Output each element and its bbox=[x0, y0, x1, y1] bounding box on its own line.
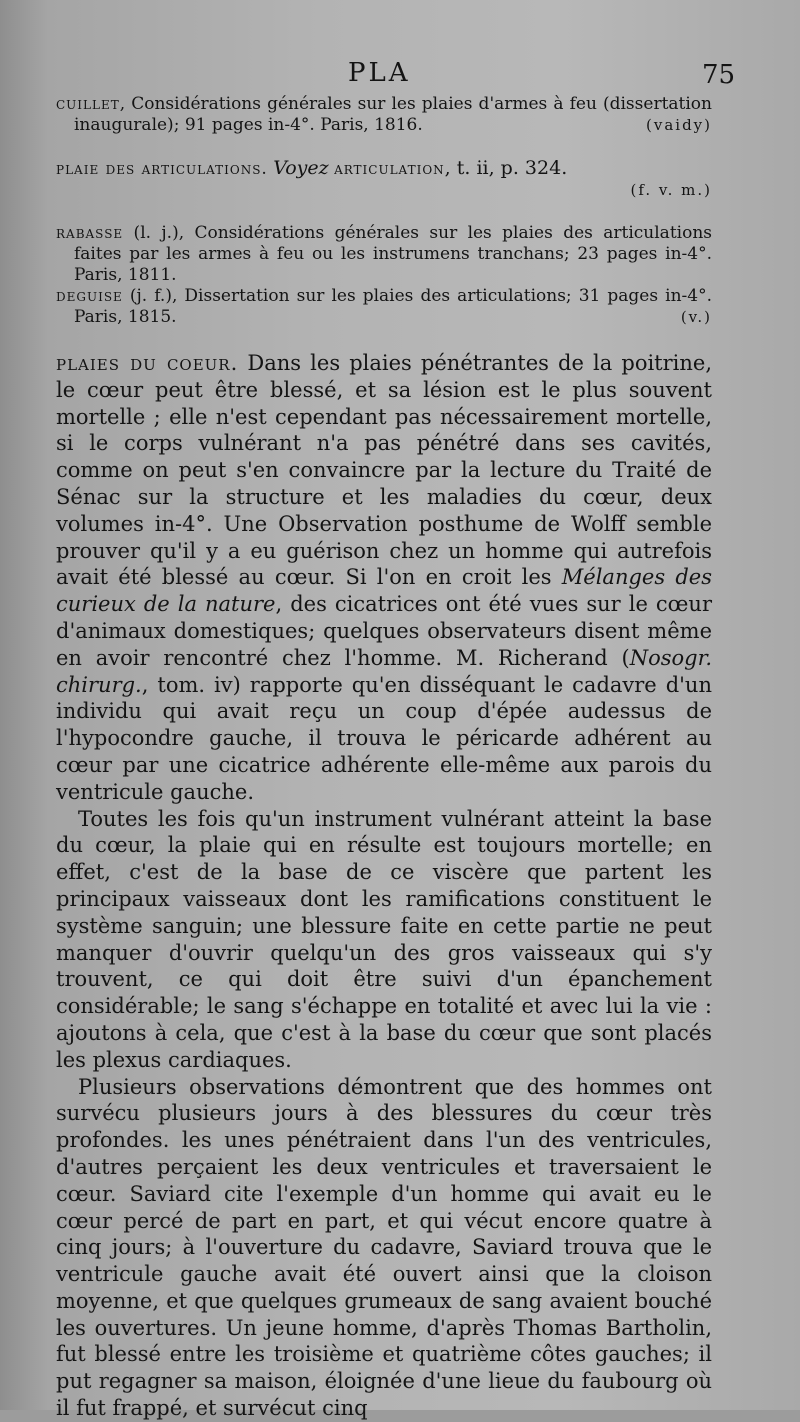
entry-author: rabasse bbox=[56, 223, 124, 243]
reference-location: , t. ii, p. 324. bbox=[444, 157, 568, 179]
page-body bbox=[56, 94, 712, 1422]
entry-text: (l. j.), Considérations générales sur les plaies des articulations faites par les armes à feu ou les instrumens tranchans; 23 pages in-4°. Paris, 1811. bbox=[74, 223, 712, 285]
entry-text: , Considérations générales sur les plaies d'armes à feu (dissertation inaugurale); 91 pages in-4°. Paris, 1816. bbox=[74, 94, 712, 135]
paragraph: Toutes les fois qu'un instrument vulnérant atteint la base du cœur, la plaie qui en résulte est toujours mortelle; en effet, c'est de la base de ce viscère que partent les principaux vaisseaux dont les ramifications constituent le système sanguin; une blessure faite en cette partie ne peut manquer d'ouvrir quelqu'un des gros vaisseaux qui s'y trouvent, ce qui doit être suivi d'un épanchement considérable; le sang s'échappe en totalité et avec lui la vie : ajoutons à cela, que c'est à la base du cœur que sont placés les plexus cardiaques. bbox=[56, 806, 712, 1072]
page-number: 75 bbox=[702, 60, 736, 90]
cross-reference-entry bbox=[56, 158, 712, 201]
bibliography-entry-cuillet bbox=[56, 94, 712, 136]
article-plaies-du-coeur bbox=[56, 350, 712, 1422]
bibliography-entry-deguise bbox=[56, 286, 712, 328]
entry-signature: (f. v. m.) bbox=[630, 181, 712, 199]
italic-citation: Nosogr. chirurg. bbox=[56, 645, 712, 697]
entry-heading: plaie des articulations. bbox=[56, 159, 268, 179]
reference-link: articulation bbox=[334, 159, 445, 179]
entry-author: deguise bbox=[56, 286, 123, 306]
see-word: Voyez bbox=[273, 157, 329, 179]
entry-text: (j. f.), Dissertation sur les plaies des articulations; 31 pages in-4°. Paris, 1815. bbox=[74, 286, 712, 327]
italic-title: Mélanges des curieux de la nature bbox=[56, 565, 712, 617]
paragraph: plaies du coeur. Dans les plaies pénétrantes de la poitrine, le cœur peut être blessé, et sa lésion est le plus souvent mortelle ; elle n'est cependant pas nécessairement mortelle, si le corps vulnérant n'a pas pénétré dans ses cavités, comme on peut s'en convaincre par la lecture du Traité de Sénac sur la structure et les maladies du cœur, deux volumes in-4°. Une Observation posthume de Wolff semble prouver qu'il y a eu guérison chez un homme qui autrefois avait été blessé au cœur. Si l'on en croit les Mélanges des curieux de la nature, des cicatrices ont été vues sur le cœur d'animaux domestiques; quelques observateurs disent même en avoir rencontré chez l'homme. M. Richerand (Nosogr. chirurg., tom. iv) rapporte qu'en disséquant le cadavre d'un individu qui avait reçu un coup d'épée audessus de l'hypocondre gauche, il trouva le péricarde adhérent au cœur par une cicatrice adhérente elle-même aux parois du ventricule gauche. bbox=[56, 351, 712, 804]
paragraph: Plusieurs observations démontrent que des hommes ont survécu plusieurs jours à des blessures du cœur très profondes. les unes pénétraient dans l'un des ventricules, d'autres perçaient les deux ventricules et traversaient le cœur. Saviard cite l'exemple d'un homme qui avait eu le cœur percé de part en part, et qui vécut encore quatre à cinq jours; à l'ouverture du cadavre, Saviard trouva que le ventricule gauche avait été ouvert ainsi que la cloison moyenne, et que quelques grumeaux de sang avaient bouché les ouvertures. Un jeune homme, d'après Thomas Bartholin, fut blessé entre les troisième et quatrième côtes gauches; il put regagner sa maison, éloignée d'une lieue du faubourg où il fut frappé, et survécut cinq bbox=[56, 1074, 712, 1421]
running-head: PLA bbox=[348, 58, 411, 88]
article-heading: plaies du coeur. bbox=[56, 351, 239, 375]
bibliography-entry-rabasse bbox=[56, 223, 712, 286]
entry-author: cuillet bbox=[56, 94, 120, 114]
entry-signature: (vaidy) bbox=[646, 116, 712, 134]
page-header bbox=[0, 58, 800, 94]
entry-signature: (v.) bbox=[680, 308, 712, 326]
